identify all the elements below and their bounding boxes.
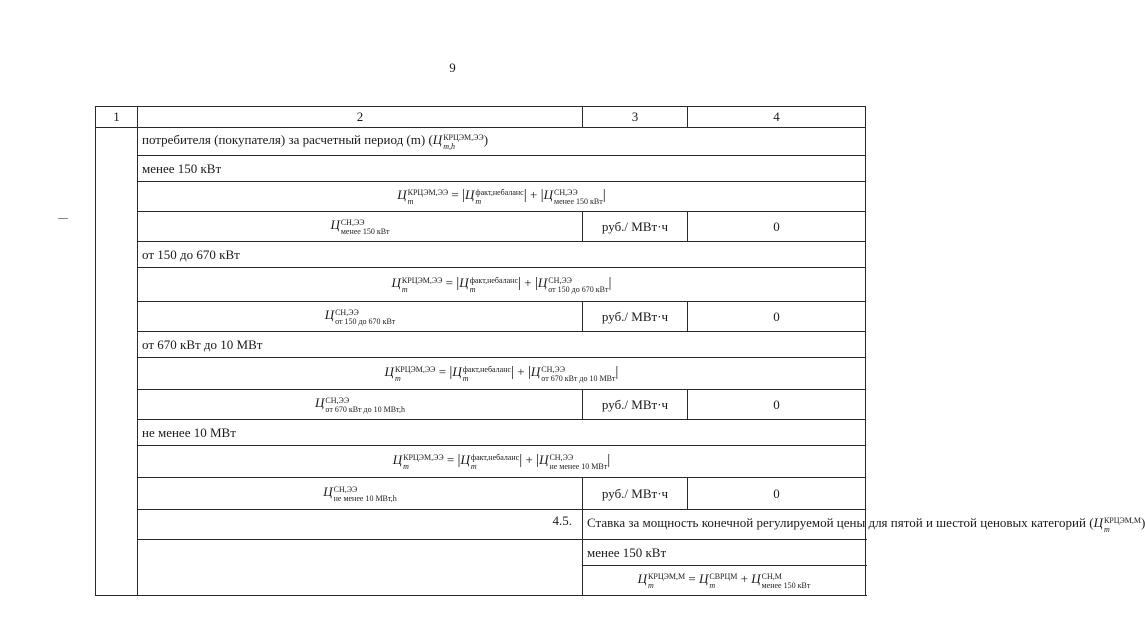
rate-unit: руб./ МВт·ч — [583, 390, 688, 420]
intro-row — [96, 128, 866, 156]
group-title-row — [96, 420, 866, 446]
rate-value: 0 — [688, 212, 866, 242]
section-4-5-row — [96, 510, 866, 540]
rate-symbol: Ц СН,ЭЭ не менее 10 МВт,h — [138, 478, 583, 510]
margin-mark — [58, 218, 68, 219]
section-number: 4.5. — [138, 510, 583, 540]
rate-value: 0 — [688, 302, 866, 332]
page-number: 9 — [449, 60, 456, 75]
formula-row — [96, 446, 866, 478]
header-col-4: 4 — [688, 107, 866, 128]
rate-row — [96, 478, 866, 510]
group-title: менее 150 кВт — [583, 540, 866, 566]
group-title-row — [96, 332, 866, 358]
rate-symbol: Ц СН,ЭЭ от 150 до 670 кВт — [138, 302, 583, 332]
section-title: Ставка за мощность конечной регулируемой цены для пятой и шестой ценовых категорий (Ц КРЦЭМ,М m ) — [583, 510, 866, 540]
rate-symbol: Ц СН,ЭЭ от 670 кВт до 10 МВт,h — [138, 390, 583, 420]
rate-symbol: Ц СН,ЭЭ менее 150 кВт — [138, 212, 583, 242]
formula: Ц КРЦЭМ,ЭЭ m = |Ц факт,небаланс m | + |Ц СН,ЭЭ менее 150 кВт | — [138, 182, 866, 212]
section-number-empty — [96, 128, 138, 596]
rate-unit: руб./ МВт·ч — [583, 478, 688, 510]
header-col-2: 2 — [138, 107, 583, 128]
rate-unit: руб./ МВт·ч — [583, 302, 688, 332]
section-number-empty — [138, 540, 583, 596]
intro-text: потребителя (покупателя) за расчетный период (m) (Ц КРЦЭМ,ЭЭ m,h ) — [138, 128, 866, 156]
formula: Ц КРЦЭМ,ЭЭ m = |Ц факт,небаланс m | + |Ц СН,ЭЭ не менее 10 МВт | — [138, 446, 866, 478]
rate-value: 0 — [688, 478, 866, 510]
rate-unit: руб./ МВт·ч — [583, 212, 688, 242]
formula-row — [96, 182, 866, 212]
formula-row — [96, 268, 866, 302]
rate-row — [96, 390, 866, 420]
group-title: от 670 кВт до 10 МВт — [138, 332, 866, 358]
formula: Ц КРЦЭМ,ЭЭ m = |Ц факт,небаланс m | + |Ц СН,ЭЭ от 670 кВт до 10 МВт | — [138, 358, 866, 390]
group-title: менее 150 кВт — [138, 156, 866, 182]
tariff-table — [95, 106, 1145, 596]
formula: Ц КРЦЭМ,М m = Ц СВРЦМ m + Ц СН,М менее 150 кВт — [583, 566, 866, 596]
header-col-1: 1 — [96, 107, 138, 128]
rate-value: 0 — [688, 390, 866, 420]
formula: Ц КРЦЭМ,ЭЭ m = |Ц факт,небаланс m | + |Ц СН,ЭЭ от 150 до 670 кВт | — [138, 268, 866, 302]
group-title: не менее 10 МВт — [138, 420, 866, 446]
rate-row — [96, 212, 866, 242]
group-title: от 150 до 670 кВт — [138, 242, 866, 268]
group-title-row — [96, 242, 866, 268]
rate-row — [96, 302, 866, 332]
header-col-3: 3 — [583, 107, 688, 128]
group-title-row — [96, 156, 866, 182]
formula-row — [96, 358, 866, 390]
header-row — [96, 107, 866, 128]
group-title-row — [96, 540, 866, 566]
